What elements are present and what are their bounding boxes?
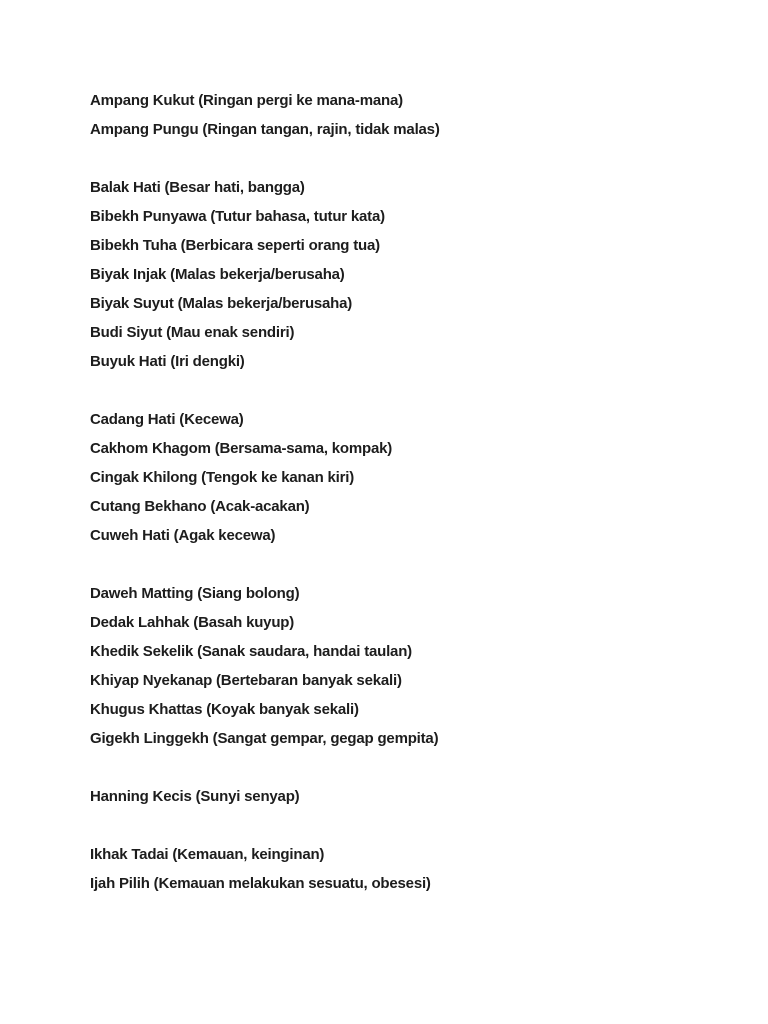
- glossary-entry: [90, 318, 728, 347]
- glossary-term: Khugus Khattas: [90, 701, 203, 718]
- glossary-term: Dedak Lahhak: [90, 614, 190, 631]
- glossary-entry: [90, 405, 728, 434]
- glossary-group: [90, 405, 728, 550]
- glossary-term: Bibekh Tuha: [90, 237, 177, 254]
- glossary-meaning: (Ringan tangan, rajin, tidak malas): [202, 121, 440, 138]
- glossary-entry: [90, 434, 728, 463]
- glossary-group: [90, 840, 728, 898]
- glossary-meaning: (Berbicara seperti orang tua): [180, 237, 380, 254]
- glossary-group: [90, 173, 728, 376]
- glossary-entry: [90, 463, 728, 492]
- glossary-entry: [90, 347, 728, 376]
- glossary-term: Ikhak Tadai: [90, 846, 169, 863]
- glossary-term: Ijah Pilih: [90, 875, 150, 892]
- glossary-term: Khedik Sekelik: [90, 643, 194, 660]
- glossary-meaning: (Bertebaran banyak sekali): [216, 672, 402, 689]
- glossary-meaning: (Besar hati, bangga): [164, 179, 305, 196]
- glossary-entry: [90, 608, 728, 637]
- glossary-term: Hanning Kecis: [90, 788, 192, 805]
- glossary-term: Ampang Pungu: [90, 121, 199, 138]
- glossary-term: Khiyap Nyekanap: [90, 672, 213, 689]
- glossary-term: Cakhom Khagom: [90, 440, 211, 457]
- glossary-term: Cutang Bekhano: [90, 498, 207, 515]
- glossary-term: Cuweh Hati: [90, 527, 170, 544]
- glossary-meaning: (Tutur bahasa, tutur kata): [210, 208, 385, 225]
- glossary-entry: [90, 231, 728, 260]
- glossary-entry: [90, 782, 728, 811]
- glossary-entry: [90, 637, 728, 666]
- glossary-term: Biyak Suyut: [90, 295, 174, 312]
- glossary-entry: [90, 579, 728, 608]
- glossary-term: Bibekh Punyawa: [90, 208, 207, 225]
- glossary-meaning: (Malas bekerja/berusaha): [170, 266, 345, 283]
- glossary-entry: [90, 492, 728, 521]
- glossary-meaning: (Acak-acakan): [210, 498, 310, 515]
- glossary-meaning: (Koyak banyak sekali): [206, 701, 359, 718]
- glossary-meaning: (Kemauan melakukan sesuatu, obesesi): [153, 875, 431, 892]
- glossary-meaning: (Mau enak sendiri): [166, 324, 295, 341]
- glossary-meaning: (Kecewa): [179, 411, 244, 428]
- glossary-meaning: (Iri dengki): [170, 353, 245, 370]
- glossary-meaning: (Ringan pergi ke mana-mana): [198, 92, 403, 109]
- glossary-term: Gigekh Linggekh: [90, 730, 209, 747]
- glossary-meaning: (Sanak saudara, handai taulan): [197, 643, 412, 660]
- glossary-entry: [90, 521, 728, 550]
- glossary-entry: [90, 724, 728, 753]
- glossary-meaning: (Malas bekerja/berusaha): [177, 295, 353, 312]
- glossary-meaning: (Tengok ke kanan kiri): [201, 469, 355, 486]
- glossary-term: Buyuk Hati: [90, 353, 167, 370]
- glossary-entry: [90, 869, 728, 898]
- glossary-entry: [90, 202, 728, 231]
- glossary-meaning: (Sangat gempar, gegap gempita): [212, 730, 439, 747]
- glossary-term: Cadang Hati: [90, 411, 176, 428]
- glossary-entry: [90, 695, 728, 724]
- glossary-entry: [90, 840, 728, 869]
- glossary-term: Biyak Injak: [90, 266, 167, 283]
- glossary-group: [90, 579, 728, 753]
- glossary-entry: [90, 666, 728, 695]
- glossary-entry: [90, 173, 728, 202]
- glossary-group: [90, 86, 728, 144]
- glossary-entry: [90, 289, 728, 318]
- glossary-entry: [90, 260, 728, 289]
- glossary-meaning: (Sunyi senyap): [195, 788, 300, 805]
- glossary-list: [90, 86, 728, 898]
- glossary-meaning: (Kemauan, keinginan): [172, 846, 325, 863]
- glossary-term: Ampang Kukut: [90, 92, 195, 109]
- glossary-term: Cingak Khilong: [90, 469, 198, 486]
- glossary-entry: [90, 115, 728, 144]
- glossary-meaning: (Basah kuyup): [193, 614, 295, 631]
- glossary-entry: [90, 86, 728, 115]
- glossary-meaning: (Bersama-sama, kompak): [214, 440, 393, 457]
- glossary-term: Daweh Matting: [90, 585, 194, 602]
- glossary-meaning: (Siang bolong): [197, 585, 300, 602]
- glossary-meaning: (Agak kecewa): [173, 527, 276, 544]
- glossary-term: Budi Siyut: [90, 324, 163, 341]
- glossary-group: [90, 782, 728, 811]
- glossary-term: Balak Hati: [90, 179, 161, 196]
